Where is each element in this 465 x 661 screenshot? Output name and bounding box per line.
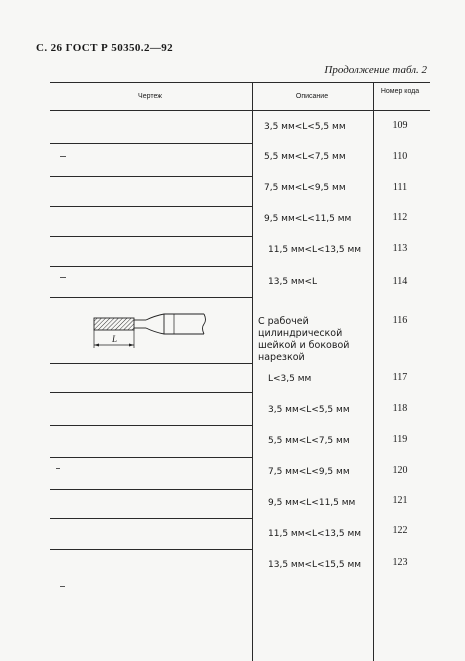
code-cell: 112 (392, 212, 408, 223)
code-cell: 117 (392, 372, 408, 383)
code-cell: 111 (392, 182, 408, 193)
description-cell: 9,5 мм<L<11,5 мм (268, 498, 356, 508)
column-header-drawing: Чертеж (138, 93, 162, 100)
column-header-code: Номер кода (380, 88, 420, 95)
description-cell: 3,5 мм<L<5,5 мм (268, 405, 350, 415)
row-mark (60, 156, 66, 157)
shank-outline (164, 314, 204, 334)
description-cell: 5,5 мм<L<7,5 мм (268, 436, 350, 446)
description-cell: 5,5 мм<L<7,5 мм (264, 152, 346, 162)
code-cell: 120 (392, 465, 408, 476)
row-mark (60, 586, 65, 587)
row-separator (50, 489, 252, 490)
description-cell: 9,5 мм<L<11,5 мм (264, 214, 352, 224)
dimension-arrow (129, 344, 134, 347)
row-separator (50, 236, 252, 237)
row-separator (50, 392, 252, 393)
shank-break (203, 314, 206, 334)
description-cell: 11,5 мм<L<13,5 мм (268, 245, 362, 255)
code-cell: 109 (392, 120, 408, 131)
description-cell: 11,5 мм<L<13,5 мм (268, 529, 362, 539)
code-cell: 122 (392, 525, 408, 536)
code-cell: 116 (392, 315, 408, 326)
taper-outline (146, 314, 164, 334)
description-cell: С рабочей цилиндрической шейкой и боковой нарезкой (258, 316, 350, 363)
page-header: С. 26 ГОСТ Р 50350.2—92 (36, 42, 174, 54)
column-header-description: Описание (295, 93, 329, 100)
row-separator (50, 143, 252, 144)
row-separator (50, 425, 252, 426)
row-separator (50, 549, 252, 550)
description-cell: 13,5 мм<L<15,5 мм (268, 560, 362, 570)
table-continuation-title: Продолжение табл. 2 (324, 64, 427, 76)
row-separator (50, 297, 252, 298)
description-cell: 3,5 мм<L<5,5 мм (264, 122, 346, 132)
code-cell: 123 (392, 557, 408, 568)
code-cell: 119 (392, 434, 408, 445)
tool-drawing (88, 310, 218, 356)
code-cell: 110 (392, 151, 408, 162)
description-cell: 13,5 мм<L (268, 277, 318, 287)
dimension-arrow (94, 344, 99, 347)
description-cell: 7,5 мм<L<9,5 мм (268, 467, 350, 477)
code-cell: 118 (392, 403, 408, 414)
description-cell: L<3,5 мм (268, 374, 312, 384)
row-separator (50, 518, 252, 519)
row-mark (56, 468, 60, 469)
row-separator (50, 266, 252, 267)
threaded-section (94, 318, 134, 330)
description-cell: 7,5 мм<L<9,5 мм (264, 183, 346, 193)
row-separator (50, 457, 252, 458)
row-separator (50, 363, 252, 364)
dimension-label: L (112, 334, 118, 344)
column-divider-description (252, 82, 253, 661)
code-cell: 121 (392, 495, 408, 506)
row-separator (50, 176, 252, 177)
code-cell: 114 (392, 276, 408, 287)
row-mark (60, 277, 66, 278)
row-separator (50, 206, 252, 207)
code-cell: 113 (392, 243, 408, 254)
